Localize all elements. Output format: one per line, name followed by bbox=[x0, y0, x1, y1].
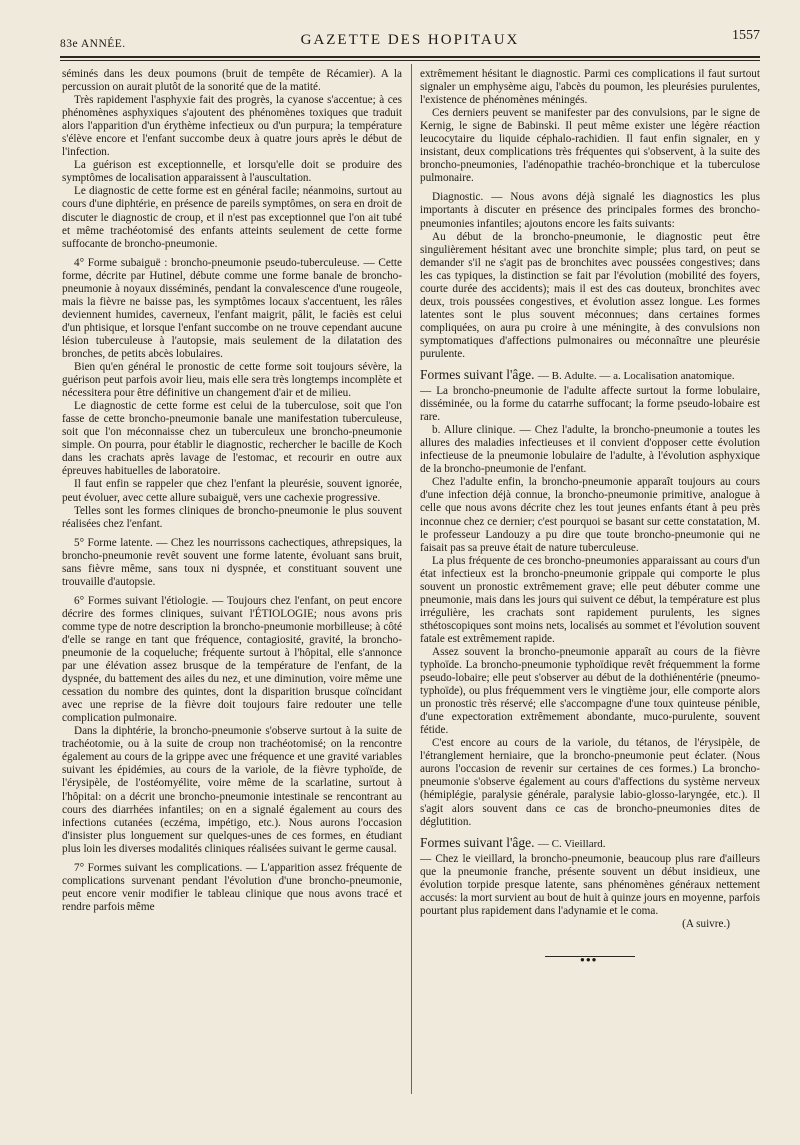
section-title: Formes suivant l'âge. bbox=[420, 367, 535, 383]
paragraph: Ces derniers peuvent se manifester par des convulsions, par le signe de Kernig, le signe de Babinski. Il peut même exister une légère réaction leucocytaire du liquide céphalo-rachidien. Il faut enfin signaler, en y insistant, deux complications très fréquentes qui s'observent, à la suite des broncho-pneumonies, l'adénopathie trachéo-bronchique et la tuberculose pulmonaire. bbox=[420, 107, 760, 185]
end-ornament-rule: ●●● bbox=[545, 953, 635, 961]
column-divider bbox=[411, 64, 412, 1094]
paragraph: — La broncho-pneumonie de l'adulte affecte surtout la forme lobulaire, disséminée, ou la forme du catarrhe suffocant; la forme pseudo-lobaire est rare. bbox=[420, 385, 760, 424]
to-be-continued: (A suivre.) bbox=[682, 917, 730, 930]
section-title: Formes suivant l'âge. bbox=[420, 834, 535, 850]
paragraph: Diagnostic. — Nous avons déjà signalé les diagnostics les plus importants à discuter en présence des principales formes des broncho-pneumonies infantiles; ajoutons encore les faits suivants: bbox=[420, 191, 760, 230]
paragraph: Bien qu'en général le pronostic de cette forme soit toujours sévère, la guérison peut parfois avoir lieu, mais elle sera très longtemps incomplète et nécessitera pour être définitive un changement d'air et de milieu. bbox=[62, 361, 402, 400]
paragraph: 5° Forme latente. — Chez les nourrissons cachectiques, athrepsiques, la broncho-pneumonie revêt souvent une forme latente, évoluant sans bruit, sans fièvre même, sans toux ni dyspnée, et constituant souvent une trouvaille d'autopsie. bbox=[62, 536, 402, 588]
volume-year: 83e ANNÉE. bbox=[60, 38, 126, 50]
paragraph: — Chez le vieillard, la broncho-pneumonie, beaucoup plus rare d'ailleurs que la pneumonie franche, présente souvent un début insidieux, une évolution torpide presque latente, sans phénomènes généraux nettement accusés: la mort survient au bout de huit à quinze jours en moyenne, parfois pourtant plus rapidement dans l'adynamie et le coma. bbox=[420, 852, 760, 917]
page-header bbox=[60, 26, 760, 48]
paragraph: La plus fréquente de ces broncho-pneumonies apparaissant au cours d'un état infectieux est la broncho-pneumonie grippale qui comporte le plus souvent un pronostic extrêmement grave; elle peut débuter comme une pneumonie, mais dans les jours qui suivent ce début, la température est plus irrégulière, les crachats sont rapidement purulents, les signes sthétoscopiques sont moins nets, localisés au sommet et l'évolution souvent fatale est extrêmement rapide. bbox=[420, 554, 760, 645]
paragraph: La guérison est exceptionnelle, et lorsqu'elle doit se produire des symptômes de localisation apparaissent à l'auscultation. bbox=[62, 159, 402, 185]
paragraph: Le diagnostic de cette forme est celui de la tuberculose, soit que l'on fasse de cette broncho-pneumonie banale une manifestation tuberculeuse, soit que l'on méconnaisse chez un tuberculeux une broncho-pneumonie simple. On pourra, pour établir le diagnostic, rechercher le bacille de Koch dans les crachats après lavage de l'estomac, et recourir en outre aux épreuves habituelles de laboratoire. bbox=[62, 400, 402, 478]
paragraph: 7° Formes suivant les complications. — L'apparition assez fréquente de complications survenant pendant l'évolution d'une broncho-pneumonie, peut encore venir modifier le tableau clinique que nous avons tracé et rendre parfois même bbox=[62, 861, 402, 913]
section-heading-adulte bbox=[420, 367, 760, 384]
paragraph: Très rapidement l'asphyxie fait des progrès, la cyanose s'accentue; à ces phénomènes asphyxiques s'ajoutent des phénomènes toxiques que traduit alors l'apparition d'un érythème infectieux ou d'un purpura; la température s'élève encore et l'enfant succombe deux à quatre jours après le début de l'infection. bbox=[62, 94, 402, 159]
paragraph: extrêmement hésitant le diagnostic. Parmi ces complications il faut surtout signaler un emphysème aigu, l'abcès du poumon, les pleurésies purulentes, l'existence de phénomènes méningés. bbox=[420, 68, 760, 107]
paragraph: 6° Formes suivant l'étiologie. — Toujours chez l'enfant, on peut encore décrire des formes cliniques, suivant l'ÉTIOLOGIE; nous avons pris comme type de notre description la broncho-pneumonie morbilleuse; à côté d'elle se range en tant que fréquence, contagiosité, gravité, la broncho-pneumonie de la coqueluche; fréquente surtout à l'hôpital, elle s'annonce par une élévation assez brusque de la température de l'enfant, de la dyspnée, du battement des ailes du nez, et une diminution, voire même une cessation du nombre des quintes, dont la disparition brusque coïncidant avec une reprise de la fièvre doit toujours faire redouter une telle complication pulmonaire. bbox=[62, 594, 402, 725]
right-column bbox=[420, 68, 760, 964]
paragraph: Assez souvent la broncho-pneumonie apparaît au cours de la fièvre typhoïde. La broncho-pneumonie typhoïdique revêt fréquemment la forme pseudo-lobaire; elle peut s'observer au début de la dothiénentérie (pneumo-typhoïde), ou plus fréquemment vers le vingtième jour, elle comporte alors un pronostic très réservé; elle s'accompagne d'une toux quinteuse pénible, d'une expectoration extrêmement abondante, muco-purulente, souvent fétide. bbox=[420, 645, 760, 737]
paragraph: Au début de la broncho-pneumonie, le diagnostic peut être singulièrement hésitant avec une bronchite simple; plus tard, on peut se demander s'il ne s'agit pas de bronchites avec poussées congestives; dans les cas typiques, la distinction se fait par l'évolution (mobilité des foyers, courte durée des accidents); mais il est des cas douteux, bronchites avec deux, trois poussées congestives, et évolution assez longue. Les formes latentes sont le plus souvent méconnues; dans certaines formes compliquées, on aura pu croire à une méningite, à des convulsions non symptomatiques d'affections pulmonaires ou méconnaître une pleurésie purulente. bbox=[420, 230, 760, 360]
page-number: 1557 bbox=[732, 28, 760, 43]
paragraph: Dans la diphtérie, la broncho-pneumonie s'observe surtout à la suite de trachéotomie, ou à la suite de croup non trachéotomisé; on la rencontre également au cours de la grippe avec une fréquence et une gravité variables suivant les épidémies, au cours de la variole, de la fièvre typhoïde, de l'érysipèle, de l'ostéomyélite, voire même de la scarlatine, surtout à l'hôpital: on a décrit une broncho-pneumonie intestinale se rencontrant au cours des diarrhées infantiles; on en a signalé également au cours des infections cutanées (eczéma, impétigo, etc.). Nous aurons l'occasion d'insister plus longuement sur quelques-unes de ces formes, en étudiant plus loin les diverses modalités cliniques réalisées suivant le germe causal. bbox=[62, 725, 402, 855]
paragraph: Il faut enfin se rappeler que chez l'enfant la pleurésie, souvent ignorée, peut évoluer, avec cette allure subaiguë, vers une cachexie progressive. bbox=[62, 478, 402, 504]
paragraph: séminés dans les deux poumons (bruit de tempête de Récamier). A la percussion on aurait plutôt de la sonorité que de la matité. bbox=[62, 68, 402, 94]
paragraph: Telles sont les formes cliniques de broncho-pneumonie le plus souvent réalisées chez l'enfant. bbox=[62, 504, 402, 530]
section-heading-vieillard bbox=[420, 835, 760, 852]
paragraph: Le diagnostic de cette forme est en général facile; néanmoins, surtout au cours d'une diphtérie, en présence de pareils symptômes, on sera en droit de discuter le diagnostic de croup, et il n'est pas exceptionnel que l'on ait tubé et même trachéotomisé des enfants atteints seulement de cette forme suffocante de broncho-pneumonie. bbox=[62, 185, 402, 250]
paragraph: C'est encore au cours de la variole, du tétanos, de l'érysipèle, de l'étranglement herniaire, que la broncho-pneumonie peut éclater. (Nous aurons l'occasion de revenir sur certaines de ces formes.) La broncho-pneumonie s'observe également au cours d'affections du système nerveux (hémiplégie, paralysie générale, paralysie labio-glosso-laryngée, etc.). Il s'agit alors souvent dans ce cas de broncho-pneumonies dites de déglutition. bbox=[420, 737, 760, 828]
header-rule-thin bbox=[60, 60, 760, 61]
left-column bbox=[62, 68, 402, 914]
paragraph: Chez l'adulte enfin, la broncho-pneumonie apparaît toujours au cours d'une infection déjà connue, la broncho-pneumonie primitive, analogue à celle que nous avons décrite chez les tout jeunes enfants étant à peu près inconnue chez ce dernier; c'est pourquoi se basant sur cette constatation, M. le professeur Landouzy a pu dire que toute broncho-pneumonie qui ne faisait pas sa preuve était de nature tuberculeuse. bbox=[420, 476, 760, 554]
paragraph: b. Allure clinique. — Chez l'adulte, la broncho-pneumonie a toutes les allures des maladies infectieuses et il convient d'opposer cette évolution infectieuse de la pneumonie lobulaire de l'adulte, à l'évolution asphyxique de la broncho-pneumonie de l'enfant. bbox=[420, 424, 760, 476]
journal-title: GAZETTE DES HOPITAUX bbox=[300, 32, 520, 48]
paragraph: 4° Forme subaiguë : broncho-pneumonie pseudo-tuberculeuse. — Cette forme, décrite par Hutinel, débute comme une forme banale de broncho-pneumonie à noyaux disséminés, pendant la convalescence d'une rougeole, mais la fièvre ne baisse pas, les symptômes locaux s'accentuent, les râles deviennent humides, caverneux, l'enfant maigrit, pâlit, le faciès est celui d'un phtisique, et lorsque l'enfant succombe on ne trouve cependant aucune lésion tuberculeuse à l'autopsie, mais seulement de la dilatation des bronches, de petits abcès lobulaires. bbox=[62, 256, 402, 360]
header-rule bbox=[60, 56, 760, 58]
section-subtitle: — B. Adulte. — a. Localisation anatomique. bbox=[537, 370, 735, 383]
section-subtitle: — C. Vieillard. bbox=[537, 837, 606, 850]
